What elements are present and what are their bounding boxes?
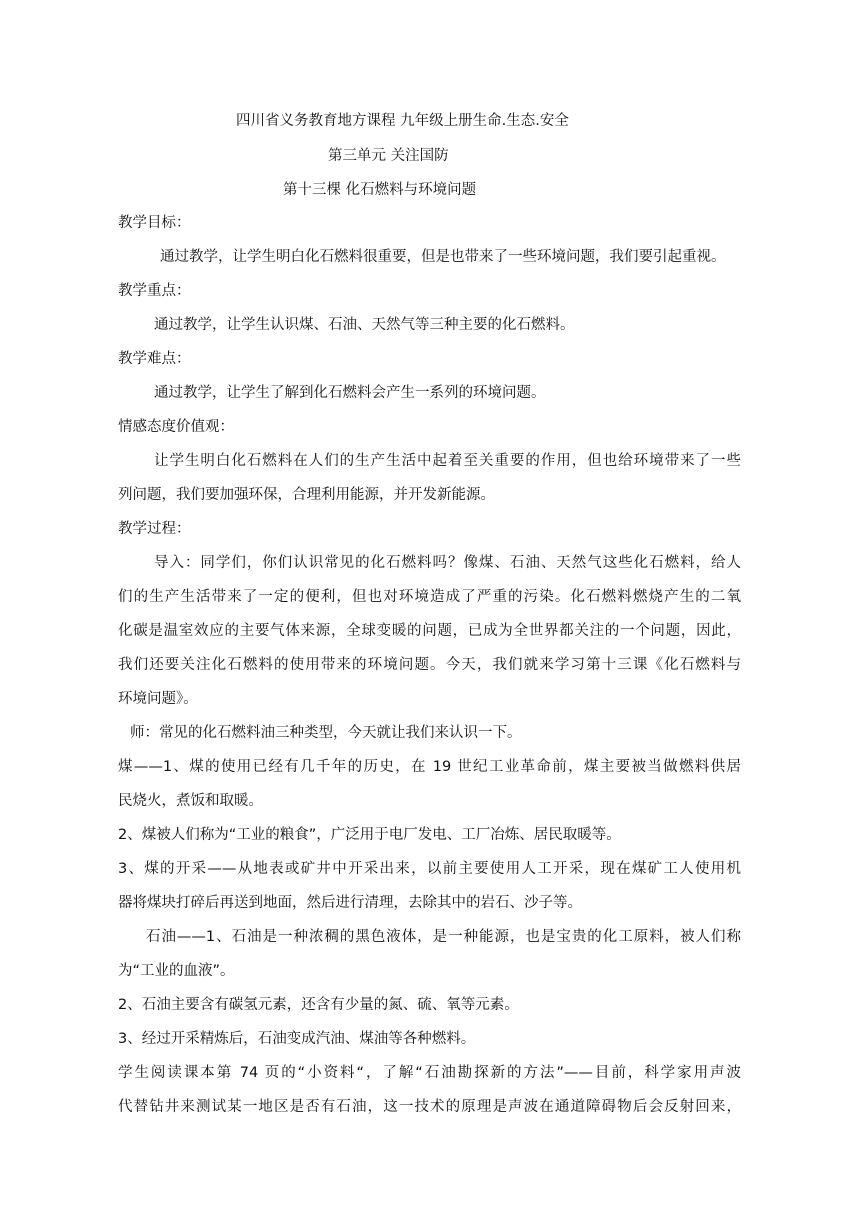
difficulties-text: 通过教学，让学生了解到化石燃料会产生一系列的环境问题。 xyxy=(154,385,546,401)
oil-text-line: 石油——1、石油是一种浓稠的黑色液体，是一种能源，也是宝贵的化工原料，被人们称 xyxy=(146,929,741,945)
reading-text-line: 代替钻井来测试某一地区是否有石油，这一技术的原理是声波在通道障碍物后会反射回来， xyxy=(118,1099,741,1115)
teacher-text: 师：常见的化石燃料油三种类型，今天就让我们来认识一下。 xyxy=(130,725,522,741)
section-heading-process: 教学过程： xyxy=(118,521,191,537)
lesson-title: 第十三棵 化石燃料与环境问题 xyxy=(283,182,477,198)
section-heading-key-points: 教学重点： xyxy=(118,283,191,299)
coal-item-3-line: 3、煤的开采——从地表或矿井中开采出来，以前主要使用人工开采，现在煤矿工人使用机 xyxy=(118,861,741,877)
section-heading-difficulties: 教学难点： xyxy=(118,351,191,367)
coal-item-2: 2、煤被人们称为“工业的粮食”，广泛用于电厂发电、工厂冶炼、居民取暖等。 xyxy=(118,827,621,843)
intro-text-line: 们的生产生活带来了一定的便利，但也对环境造成了严重的污染。化石燃料燃烧产生的二氧 xyxy=(118,589,741,605)
goals-text: 通过教学，让学生明白化石燃料很重要，但是也带来了一些环境问题，我们要引起重视。 xyxy=(160,249,726,265)
intro-text-line: 我们还要关注化石燃料的使用带来的环境问题。今天，我们就来学习第十三课《化石燃料与 xyxy=(118,657,741,673)
intro-text-line: 化碳是温室效应的主要气体来源，全球变暖的问题，已成为全世界都关注的一个问题，因此， xyxy=(118,623,741,639)
intro-text-line: 导入：同学们，你们认识常见的化石燃料吗？像煤、石油、天然气这些化石燃料，给人 xyxy=(154,555,741,571)
intro-text-line: 环境问题》。 xyxy=(118,691,198,707)
coal-text-line: 煤——1、煤的使用已经有几千年的历史，在 19 世纪工业革命前，煤主要被当做燃料供居 xyxy=(118,759,741,775)
values-text-line: 让学生明白化石燃料在人们的生产生活中起着至关重要的作用，但也给环境带来了一些 xyxy=(154,453,741,469)
section-heading-values: 情感态度价值观： xyxy=(118,419,234,435)
section-heading-goals: 教学目标： xyxy=(118,215,191,231)
coal-text-line: 民烧火，煮饭和取暖。 xyxy=(118,793,263,809)
oil-item-2: 2、石油主要含有碳氢元素，还含有少量的氮、硫、氧等元素。 xyxy=(118,997,519,1013)
coal-item-3-line: 器将煤块打碎后再送到地面，然后进行清理，去除其中的岩石、沙子等。 xyxy=(118,895,582,911)
oil-text-line: 为“工业的血液”。 xyxy=(118,963,235,979)
values-text-line: 列问题，我们要加强环保，合理利用能源，并开发新能源。 xyxy=(118,487,495,503)
reading-text-line: 学生阅读课本第 74 页的“小资料“，了解“石油勘探新的方法”——目前，科学家用声波 xyxy=(118,1065,741,1081)
oil-item-3: 3、经过开采精炼后，石油变成汽油、煤油等各种燃料。 xyxy=(118,1031,476,1047)
document-title: 四川省义务教育地方课程 九年级上册生命.生态.安全 xyxy=(236,113,569,129)
key-points-text: 通过教学，让学生认识煤、石油、天然气等三种主要的化石燃料。 xyxy=(154,317,575,333)
unit-title: 第三单元 关注国防 xyxy=(328,148,449,164)
